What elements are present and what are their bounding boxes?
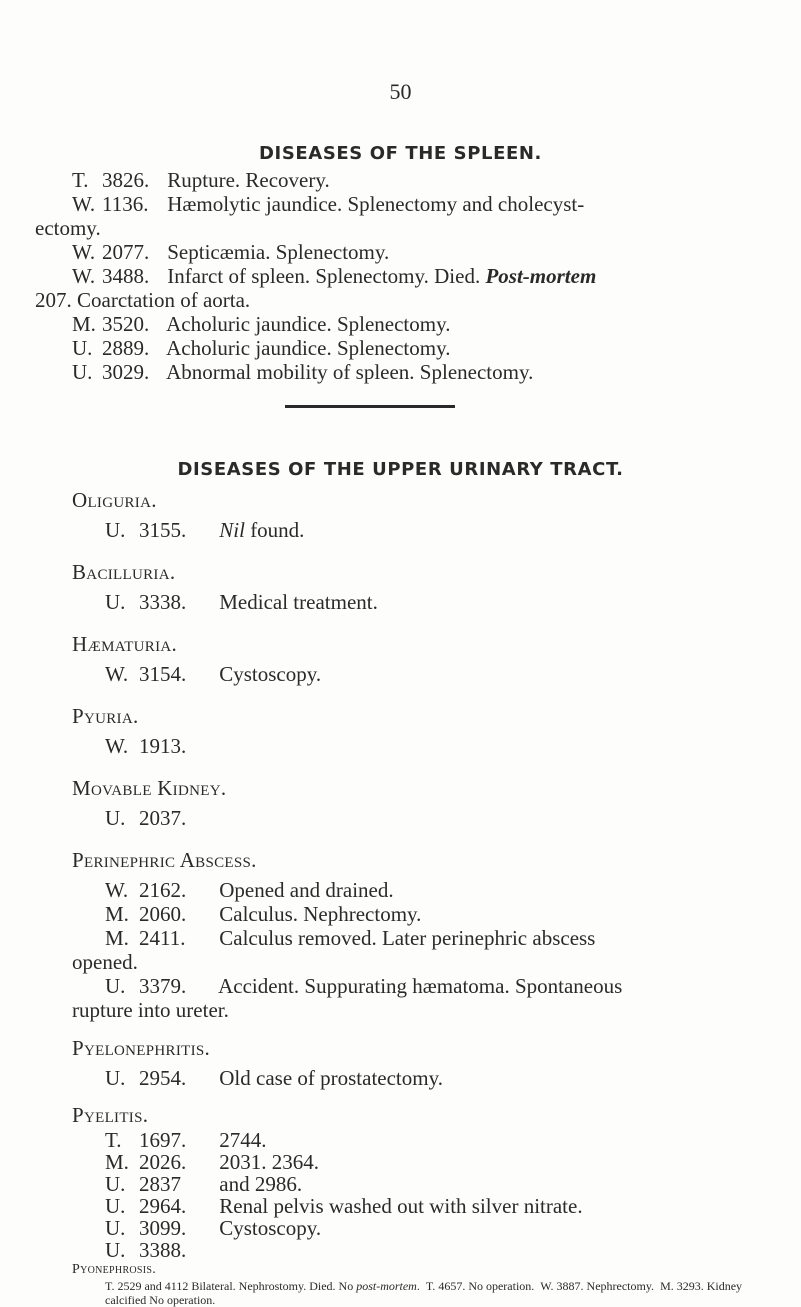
spleen-title: DISEASES OF THE SPLEEN.	[258, 143, 542, 164]
perinephric-entry-cont: opened.	[72, 950, 138, 974]
perinephric-entry: W. 2162. Opened and drained.	[105, 878, 394, 902]
haematuria-entry: W. 3154. Cystoscopy.	[105, 662, 322, 686]
spleen-entry: U. 2889. Acholuric jaundice. Splenectomy.	[72, 336, 451, 360]
section-heading-perinephric: Perinephric Abscess.	[72, 848, 257, 872]
pyuria-entry: W. 1913.	[105, 734, 187, 758]
section-heading-pyelonephritis: Pyelonephritis.	[72, 1036, 211, 1060]
section-heading-bacilluria: Bacilluria.	[72, 560, 176, 584]
spleen-entry: U. 3029. Abnormal mobility of spleen. Splenectomy.	[72, 360, 534, 384]
page-number: 50	[389, 79, 412, 104]
pyelitis-entry: U. 2964. Renal pelvis washed out with silver nitrate.	[105, 1194, 583, 1218]
pyonephrosis-entries: T. 2529 and 4112 Bilateral. Nephrostomy. Died. No post-mortem. T. 4657. No operation. W. 3887. Nephrectomy. M. 3293. Kidney calcified No operation.	[105, 1279, 743, 1307]
pyelitis-entry: M. 2026. 2031. 2364.	[105, 1150, 319, 1174]
section-heading-haematuria: Hæmaturia.	[72, 632, 178, 656]
section-divider	[285, 405, 455, 408]
section-heading-movable-kidney: Movable Kidney.	[72, 776, 227, 800]
pyelitis-entry: U. 3099. Cystoscopy.	[105, 1216, 322, 1240]
section-heading-pyonephrosis: Pyonephrosis.	[72, 1262, 157, 1277]
spleen-entry: W. 2077. Septicæmia. Splenectomy.	[72, 240, 390, 264]
spleen-entry: M. 3520. Acholuric jaundice. Splenectomy.	[72, 312, 451, 336]
perinephric-entry: M. 2060. Calculus. Nephrectomy.	[105, 902, 422, 926]
section-heading-pyuria: Pyuria.	[72, 704, 139, 728]
oliguria-entry: U. 3155. Nil found.	[105, 518, 305, 542]
perinephric-entry: M. 2411. Calculus removed. Later perinephric abscess	[105, 926, 596, 950]
pyelitis-entry: U. 2837 and 2986.	[105, 1172, 303, 1196]
pyelitis-entry: U. 3388.	[105, 1238, 187, 1262]
bacilluria-entry: U. 3338. Medical treatment.	[105, 590, 378, 614]
spleen-entry-cont: 207. Coarctation of aorta.	[35, 288, 251, 312]
urinary-title: DISEASES OF THE UPPER URINARY TRACT.	[177, 459, 624, 480]
perinephric-entry: U. 3379. Accident. Suppurating hæmatoma. Spontaneous	[105, 974, 623, 998]
perinephric-entry-cont: rupture into ureter.	[72, 998, 229, 1022]
pyelitis-entry: T. 1697. 2744.	[105, 1128, 267, 1152]
pyelonephritis-entry: U. 2954. Old case of prostatectomy.	[105, 1066, 443, 1090]
spleen-entry-cont: ectomy.	[35, 216, 101, 240]
section-heading-pyelitis: Pyelitis.	[72, 1103, 149, 1127]
spleen-entry: W. 1136. Hæmolytic jaundice. Splenectomy and cholecyst-	[72, 192, 585, 216]
section-heading-oliguria: Oliguria.	[72, 488, 157, 512]
movable-kidney-entry: U. 2037.	[105, 806, 187, 830]
spleen-entry: W. 3488. Infarct of spleen. Splenectomy. Died. Post-mortem	[72, 264, 597, 288]
spleen-entry: T. 3826. Rupture. Recovery.	[72, 168, 330, 192]
